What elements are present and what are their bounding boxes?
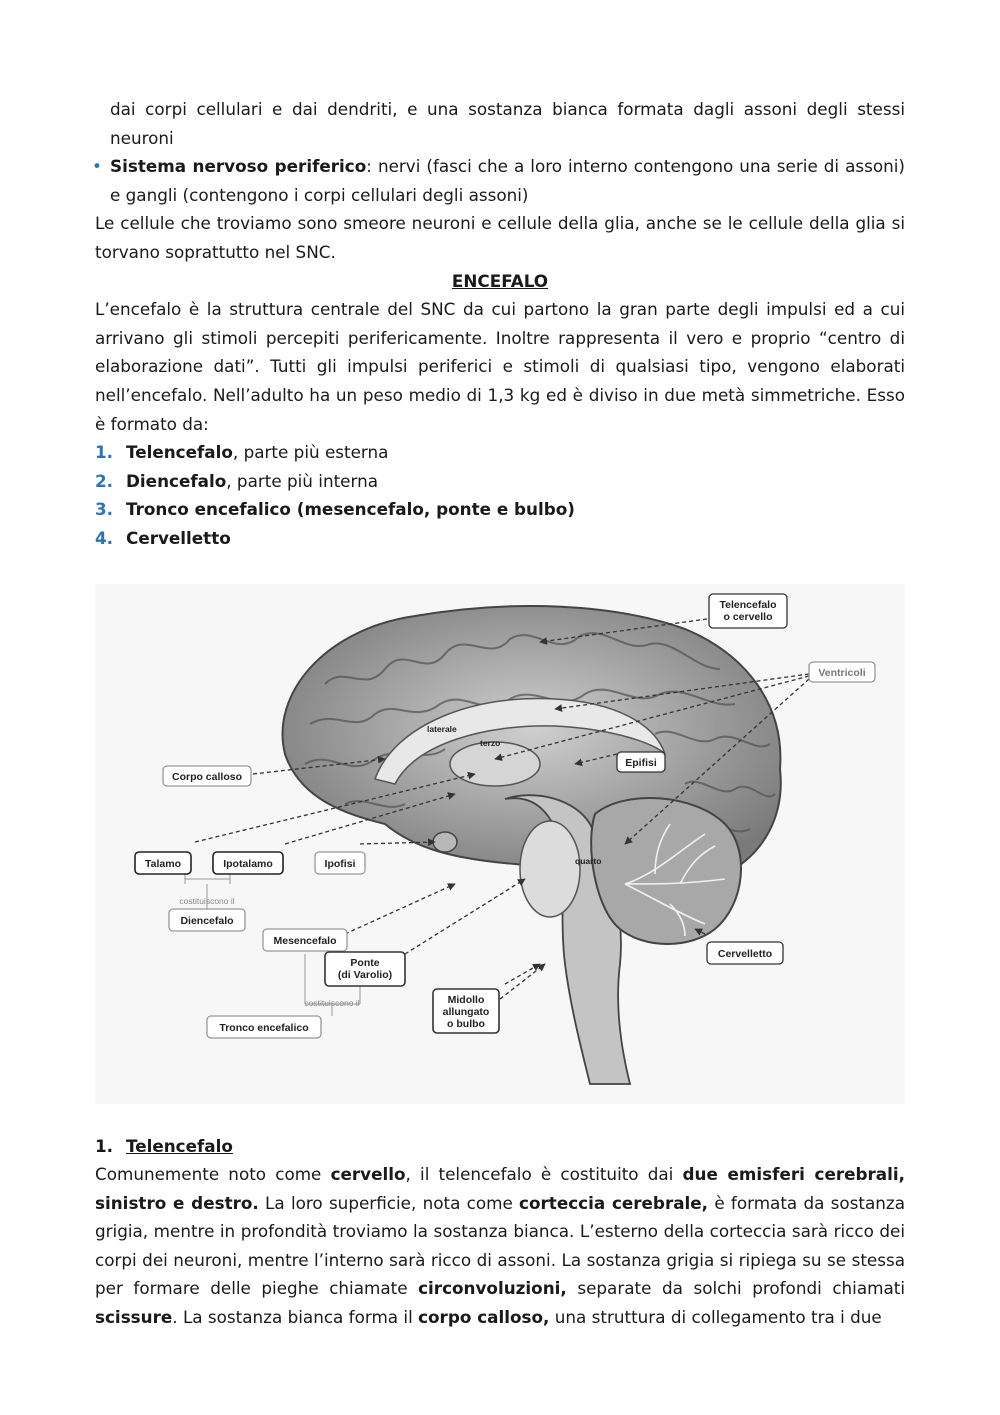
- encefalo-paragraph: L’encefalo è la struttura centrale del SNC da cui partono la gran parte degli impulsi ed a cui arrivano gli stimoli percepiti perifericamente. Inoltre rappresenta il vero e proprio “centro di elaborazione dati”. Tutti gli impulsi periferici e stimoli di qualsiasi tipo, vengono elaborati nell’encefalo. Nell’adulto ha un peso medio di 1,3 kg ed è diviso in due metà simmetriche. Esso è formato da:: [95, 299, 905, 434]
- svg-text:Ipofisi: Ipofisi: [324, 857, 356, 870]
- list-term: Tronco encefalico (mesencefalo, ponte e bulbo): [126, 499, 575, 520]
- text-run-bold: cervello: [330, 1164, 406, 1185]
- section-title-telencefalo: [95, 1132, 905, 1161]
- section-title: Telencefalo: [126, 1135, 233, 1156]
- svg-text:Midollo: Midollo: [447, 993, 485, 1006]
- list-number: 2.: [95, 470, 114, 491]
- cerebellum-shape: [591, 797, 741, 943]
- pons-shape: [520, 821, 580, 917]
- brain-diagram-svg: [95, 584, 905, 1104]
- label-quarto: quarto: [575, 855, 602, 866]
- label-laterale: laterale: [427, 723, 457, 734]
- list-item: [95, 524, 905, 553]
- brain-figure: [95, 584, 905, 1104]
- text-run-bold: scissure: [95, 1307, 173, 1328]
- svg-text:Diencefalo: Diencefalo: [180, 914, 234, 927]
- telencefalo-paragraph: [95, 1160, 905, 1332]
- svg-text:Tronco encefalico: Tronco encefalico: [219, 1021, 309, 1034]
- label-tronco-box: [207, 1016, 321, 1038]
- list-term: Diencefalo: [126, 470, 227, 491]
- cells-paragraph: Le cellule che troviamo sono smeore neuroni e cellule della glia, anche se le cellule della glia si torvano soprattutto nel SNC.: [95, 213, 905, 262]
- list-item: [95, 467, 905, 496]
- bullet-text: : nervi (fasci che a loro interno contengono una serie di assoni) e gangli (contengono i corpi cellulari degli assoni): [110, 156, 905, 205]
- label-costituiscono-2: costituiscono il: [304, 997, 360, 1008]
- label-ipotalamo-box: [213, 852, 283, 874]
- svg-text:Cervelletto: Cervelletto: [717, 947, 773, 960]
- continued-text: dai corpi cellulari e dai dendriti, e una sostanza bianca formata dagli assoni degli stessi neuroni: [110, 99, 905, 148]
- bullet-dot-icon: •: [92, 156, 102, 177]
- text-run: , il telencefalo è costituito dai: [405, 1164, 683, 1185]
- text-run-bold: due emisferi cerebrali, sinistro e destro.: [95, 1164, 905, 1213]
- svg-text:o cervello: o cervello: [723, 610, 773, 623]
- bullet-item-peripheral: [92, 152, 905, 209]
- text-run-bold: corpo calloso,: [418, 1307, 550, 1328]
- section-heading-encefalo: ENCEFALO: [451, 270, 549, 291]
- label-ipofisi-box: [315, 852, 365, 874]
- list-item: [95, 495, 905, 524]
- list-desc: , parte più interna: [226, 470, 379, 491]
- text-run: La loro superficie, nota come: [258, 1192, 520, 1213]
- bullet-title: Sistema nervoso periferico: [110, 156, 367, 177]
- list-term: Telencefalo: [126, 442, 233, 463]
- label-ventricoli-box: [809, 662, 875, 682]
- text-run: . La sostanza bianca forma il: [172, 1307, 419, 1328]
- section-number: 1.: [95, 1135, 114, 1156]
- encefalo-list: [95, 438, 905, 552]
- svg-text:o bulbo: o bulbo: [447, 1017, 485, 1030]
- svg-text:Mesencefalo: Mesencefalo: [273, 934, 337, 947]
- label-epifisi-box: [617, 752, 665, 772]
- label-talamo-box: [135, 852, 191, 874]
- label-corpo-calloso-box: [163, 766, 251, 786]
- list-term: Cervelletto: [126, 527, 231, 548]
- text-run-bold: circonvoluzioni,: [418, 1278, 567, 1299]
- document-page: [92, 95, 906, 1332]
- text-run: è formata da sostanza grigia, mentre in profondità troviamo la sostanza bianca. L’esterno della corteccia sarà ricco dei corpi dei neuroni, mentre l’interno sarà ricco di assoni. La sostanza grigia si ripiega su se stessa per formare delle pieghe chiamate: [95, 1192, 906, 1299]
- text-run-bold: corteccia cerebrale,: [519, 1192, 709, 1213]
- list-number: 3.: [95, 499, 114, 520]
- svg-text:Ponte: Ponte: [350, 956, 380, 969]
- svg-text:(di Varolio): (di Varolio): [337, 968, 393, 981]
- svg-text:Corpo calloso: Corpo calloso: [171, 770, 243, 783]
- label-telencefalo-box: [709, 594, 787, 628]
- thalamus-shape: [450, 742, 540, 786]
- label-costituiscono-1: costituiscono il: [179, 895, 235, 906]
- svg-text:Ipotalamo: Ipotalamo: [223, 857, 273, 870]
- label-cervelletto-box: [707, 942, 783, 964]
- text-run: una struttura di collegamento tra i due: [549, 1307, 882, 1328]
- label-diencefalo-box: [169, 909, 245, 931]
- label-midollo-box: [433, 989, 499, 1033]
- svg-text:allungato: allungato: [442, 1005, 490, 1018]
- text-run: separate da solchi profondi chiamati: [566, 1278, 906, 1299]
- list-number: 4.: [95, 527, 114, 548]
- label-ponte-box: [325, 952, 405, 986]
- svg-text:Ventricoli: Ventricoli: [818, 666, 866, 679]
- pituitary-shape: [433, 832, 457, 852]
- svg-text:Epifisi: Epifisi: [625, 756, 657, 769]
- list-number: 1.: [95, 442, 114, 463]
- text-run: Comunemente noto come: [95, 1164, 331, 1185]
- svg-text:Telencefalo: Telencefalo: [719, 598, 777, 611]
- list-item: [95, 438, 905, 467]
- label-terzo: terzo: [480, 737, 501, 748]
- list-desc: , parte più esterna: [232, 442, 389, 463]
- svg-text:Talamo: Talamo: [145, 857, 181, 870]
- label-mesencefalo-box: [263, 929, 347, 951]
